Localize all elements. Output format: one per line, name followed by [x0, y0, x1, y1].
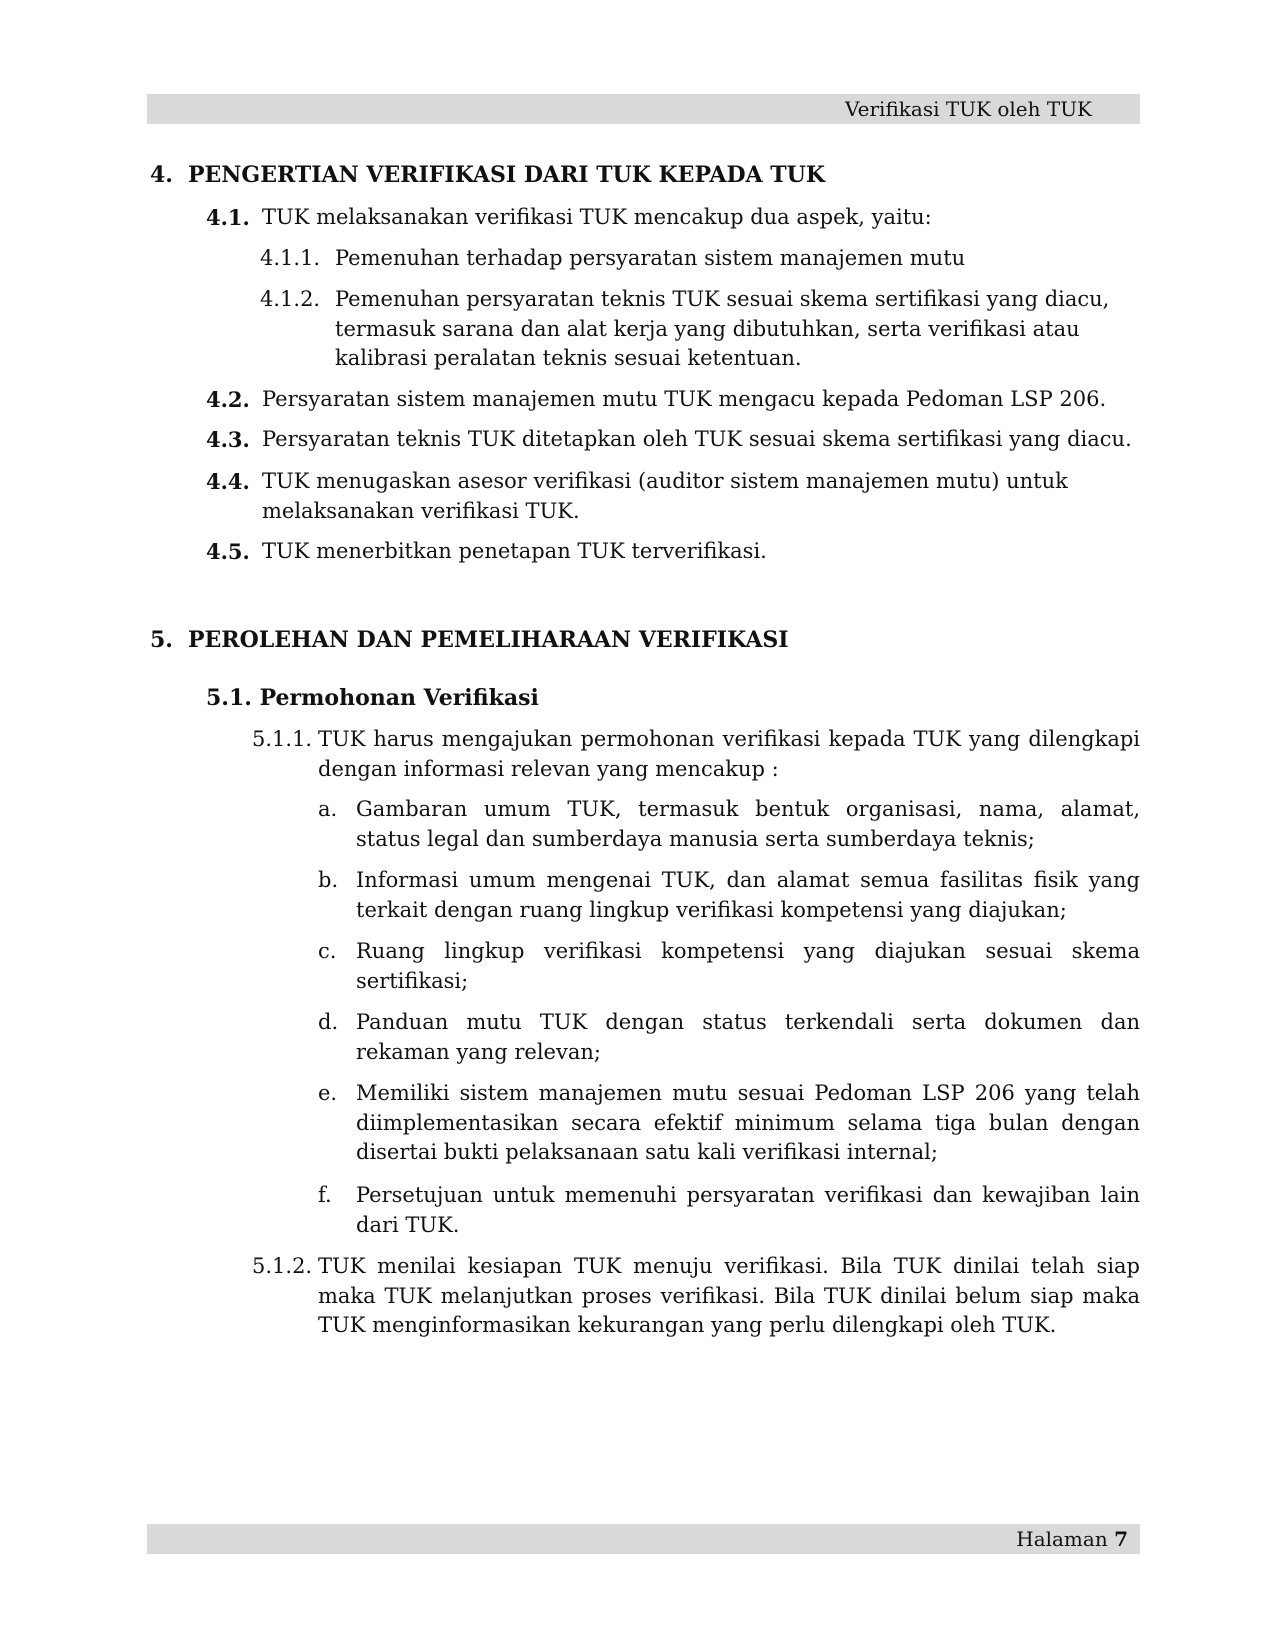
subsection-heading: 5.1. Permohonan Verifikasi: [206, 685, 539, 711]
letter-item-a: [318, 795, 1140, 855]
item-text: Persyaratan sistem manajemen mutu TUK mengacu kepada Pedoman LSP 206.: [262, 387, 1107, 411]
item-number: 4.5.: [206, 539, 250, 564]
section-number: 5.: [150, 627, 173, 653]
item-text: Gambaran umum TUK, termasuk bentuk organisasi, nama, alamat, status legal dan sumberdaya manusia serta sumberdaya teknis;: [356, 797, 1140, 851]
item-number: 4.2.: [206, 387, 250, 412]
item-number: 5.1.1.: [252, 727, 313, 751]
item-4-5: [206, 537, 1140, 567]
item-letter: f.: [318, 1183, 332, 1207]
item-4-1: [206, 203, 1140, 233]
item-text: Informasi umum mengenai TUK, dan alamat semua fasilitas fisik yang terkait dengan ruang lingkup verifikasi kompetensi yang diajukan;: [356, 868, 1140, 922]
section-title: PEROLEHAN DAN PEMELIHARAAN VERIFIKASI: [188, 627, 789, 653]
item-4-1-1: [260, 244, 1140, 274]
item-4-4: [206, 467, 1086, 527]
item-text: TUK menilai kesiapan TUK menuju verifikasi. Bila TUK dinilai telah siap maka TUK melanjutkan proses verifikasi. Bila TUK dinilai belum siap maka TUK menginformasikan kekurangan yang perlu dilengkapi oleh TUK.: [318, 1254, 1140, 1337]
item-letter: e.: [318, 1081, 338, 1105]
item-number: 4.4.: [206, 469, 250, 494]
section-4-heading: [150, 161, 825, 189]
item-number: 4.1.2.: [260, 287, 321, 311]
item-text: Memiliki sistem manajemen mutu sesuai Pedoman LSP 206 yang telah diimplementasikan secara efektif minimum selama tiga bulan dengan disertai bukti pelaksanaan satu kali verifikasi internal;: [356, 1081, 1140, 1164]
item-text: TUK menerbitkan penetapan TUK terverifikasi.: [262, 539, 767, 563]
section-number: 4.: [150, 162, 173, 188]
item-text: Ruang lingkup verifikasi kompetensi yang diajukan sesuai skema sertifikasi;: [356, 939, 1140, 993]
item-number: 4.3.: [206, 427, 250, 452]
item-number: 5.1.2.: [252, 1254, 313, 1278]
item-letter: c.: [318, 939, 337, 963]
item-4-3: [206, 425, 1140, 455]
section-title: PENGERTIAN VERIFIKASI DARI TUK KEPADA TUK: [188, 162, 825, 188]
item-text: Pemenuhan persyaratan teknis TUK sesuai skema sertifikasi yang diacu, termasuk sarana dan alat kerja yang dibutuhkan, serta verifikasi atau kalibrasi peralatan teknis sesuai ketentuan.: [335, 287, 1110, 370]
item-text: TUK melaksanakan verifikasi TUK mencakup dua aspek, yaitu:: [262, 205, 932, 229]
item-5-1-1: [252, 725, 1140, 785]
letter-item-e: [318, 1079, 1140, 1168]
item-4-2: [206, 385, 1140, 415]
item-letter: d.: [318, 1010, 339, 1034]
item-text: TUK menugaskan asesor verifikasi (auditor sistem manajemen mutu) untuk melaksanakan verifikasi TUK.: [262, 469, 1068, 523]
item-text: Persyaratan teknis TUK ditetapkan oleh TUK sesuai skema sertifikasi yang diacu.: [262, 427, 1132, 451]
page-number: 7: [1114, 1527, 1128, 1551]
page-footer-bar: [147, 1524, 1140, 1554]
item-letter: b.: [318, 868, 339, 892]
letter-item-f: [318, 1181, 1140, 1241]
header-title: Verifikasi TUK oleh TUK: [845, 97, 1092, 121]
item-5-1-2: [252, 1252, 1140, 1341]
footer-label: Halaman: [1016, 1527, 1108, 1551]
item-text: Persetujuan untuk memenuhi persyaratan verifikasi dan kewajiban lain dari TUK.: [356, 1183, 1140, 1237]
item-text: Pemenuhan terhadap persyaratan sistem manajemen mutu: [335, 246, 966, 270]
item-number: 4.1.1.: [260, 246, 321, 270]
section-5-heading: [150, 626, 789, 654]
letter-item-b: [318, 866, 1140, 926]
letter-item-c: [318, 937, 1140, 997]
item-text: Panduan mutu TUK dengan status terkendali serta dokumen dan rekaman yang relevan;: [356, 1010, 1140, 1064]
item-text: TUK harus mengajukan permohonan verifikasi kepada TUK yang dilengkapi dengan informasi relevan yang mencakup :: [318, 727, 1140, 781]
item-number: 4.1.: [206, 205, 250, 230]
item-letter: a.: [318, 797, 338, 821]
letter-item-d: [318, 1008, 1140, 1068]
page-header-bar: [147, 94, 1140, 124]
item-4-1-2: [260, 285, 1116, 374]
